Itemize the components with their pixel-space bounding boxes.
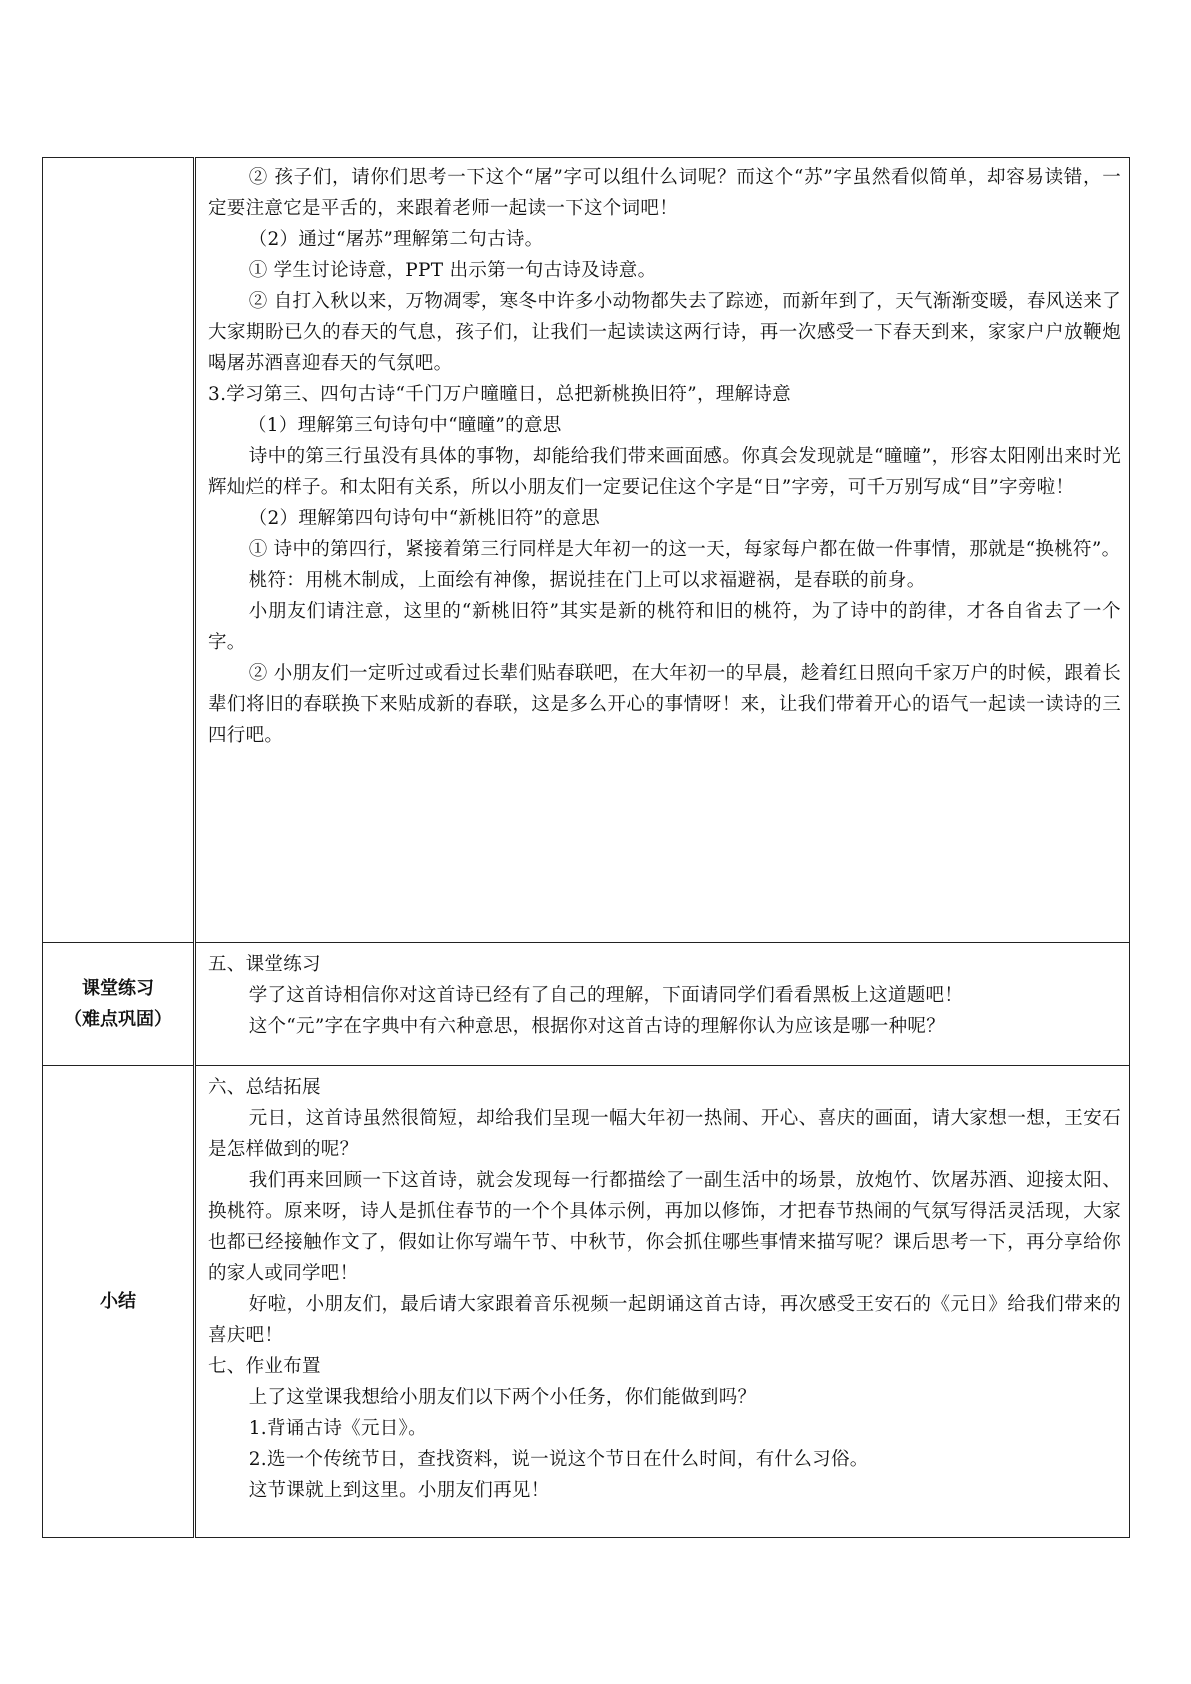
paragraph: 诗中的第三行虽没有具体的事物，却能给我们带来画面感。你真会发现就是“曈曈”，形容太阳刚出来时光辉灿烂的样子。和太阳有关系，所以小朋友们一定要记住这个字是“日”字旁，可千万别写成“目”字旁啦！ [208,446,1121,498]
paragraph: 元日，这首诗虽然很简短，却给我们呈现一幅大年初一热闹、开心、喜庆的画面，请大家想一想，王安石是怎样做到的呢？ [208,1108,1121,1160]
paragraph: 上了这堂课我想给小朋友们以下两个小任务，你们能做到吗？ [248,1387,757,1408]
exercise-content [195,943,1130,1066]
teaching-process-label-cell [43,158,195,943]
teaching-process-row [43,158,1130,943]
paragraph: ② 小朋友们一定听过或看过长辈们贴春联吧，在大年初一的早晨，趁着红日照向千家万户的时候，跟着长辈们将旧的春联换下来贴成新的春联，这是多么开心的事情呀！来，让我们带着开心的语气一起读一读诗的三四行吧。 [208,663,1121,746]
paragraph: ② 自打入秋以来，万物凋零，寒冬中许多小动物都失去了踪迹，而新年到了，天气渐渐变暖，春风送来了大家期盼已久的春天的气息，孩子们，让我们一起读读这两行诗，再一次感受一下春天到来，家家户户放鞭炮喝屠苏酒喜迎春天的气氛吧。 [208,291,1121,374]
teaching-process-content [195,158,1130,943]
summary-row [43,1066,1130,1538]
paragraph: ① 诗中的第四行，紧接着第三行同样是大年初一的这一天，每家每户都在做一件事情，那就是“换桃符”。 [248,539,1121,560]
paragraph: ① 学生讨论诗意，PPT 出示第一句古诗及诗意。 [248,260,657,281]
paragraph: 这个“元”字在字典中有六种意思，根据你对这首古诗的理解你认为应该是哪一种呢？ [248,1016,946,1037]
paragraph: 桃符：用桃木制成，上面绘有神像，据说挂在门上可以求福避祸，是春联的前身。 [248,570,926,591]
section-heading: 五、课堂练习 [208,954,321,975]
paragraph: 好啦，小朋友们，最后请大家跟着音乐视频一起朗诵这首古诗，再次感受王安石的《元日》给我们带来的喜庆吧！ [208,1294,1121,1346]
subsection-heading: （2）理解第四句诗句中“新桃旧符”的意思 [248,508,600,529]
summary-label-cell [43,1066,195,1538]
paragraph: ② 孩子们，请你们思考一下这个“屠”字可以组什么词呢？而这个“苏”字虽然看似简单，却容易读错，一定要注意它是平舌的，来跟着老师一起读一下这个词吧！ [208,167,1121,219]
list-item: 1.背诵古诗《元日》。 [248,1418,427,1439]
exercise-sublabel: （难点巩固） [64,1009,172,1030]
exercise-label-cell [43,943,195,1066]
exercise-row [43,943,1130,1066]
paragraph: 小朋友们请注意，这里的“新桃旧符”其实是新的桃符和旧的桃符，为了诗中的韵律，才各自省去了一个字。 [208,601,1121,653]
paragraph: （2）通过“屠苏”理解第二句古诗。 [248,229,544,250]
list-item: 2.选一个传统节日，查找资料，说一说这个节日在什么时间，有什么习俗。 [248,1449,869,1470]
summary-label: 小结 [100,1291,136,1312]
section-heading: 七、作业布置 [208,1356,321,1377]
paragraph: 这节课就上到这里。小朋友们再见！ [248,1480,550,1501]
summary-content [195,1066,1130,1538]
section-heading: 六、总结拓展 [208,1077,321,1098]
paragraph: 我们再来回顾一下这首诗，就会发现每一行都描绘了一副生活中的场景，放炮竹、饮屠苏酒、迎接太阳、换桃符。原来呀，诗人是抓住春节的一个个具体示例，再加以修饰，才把春节热闹的气氛写得活灵活现，大家也都已经接触作文了，假如让你写端午节、中秋节，你会抓住哪些事情来描写呢？课后思考一下，再分享给你的家人或同学吧！ [208,1170,1121,1284]
paragraph: 学了这首诗相信你对这首诗已经有了自己的理解，下面请同学们看看黑板上这道题吧！ [248,985,964,1006]
subsection-heading: （1）理解第三句诗句中“曈曈”的意思 [248,415,562,436]
exercise-label: 课堂练习 [82,978,154,999]
section-heading: 3.学习第三、四句古诗“千门万户曈曈日，总把新桃换旧符”，理解诗意 [208,384,791,405]
lesson-plan-table [42,157,1130,1538]
